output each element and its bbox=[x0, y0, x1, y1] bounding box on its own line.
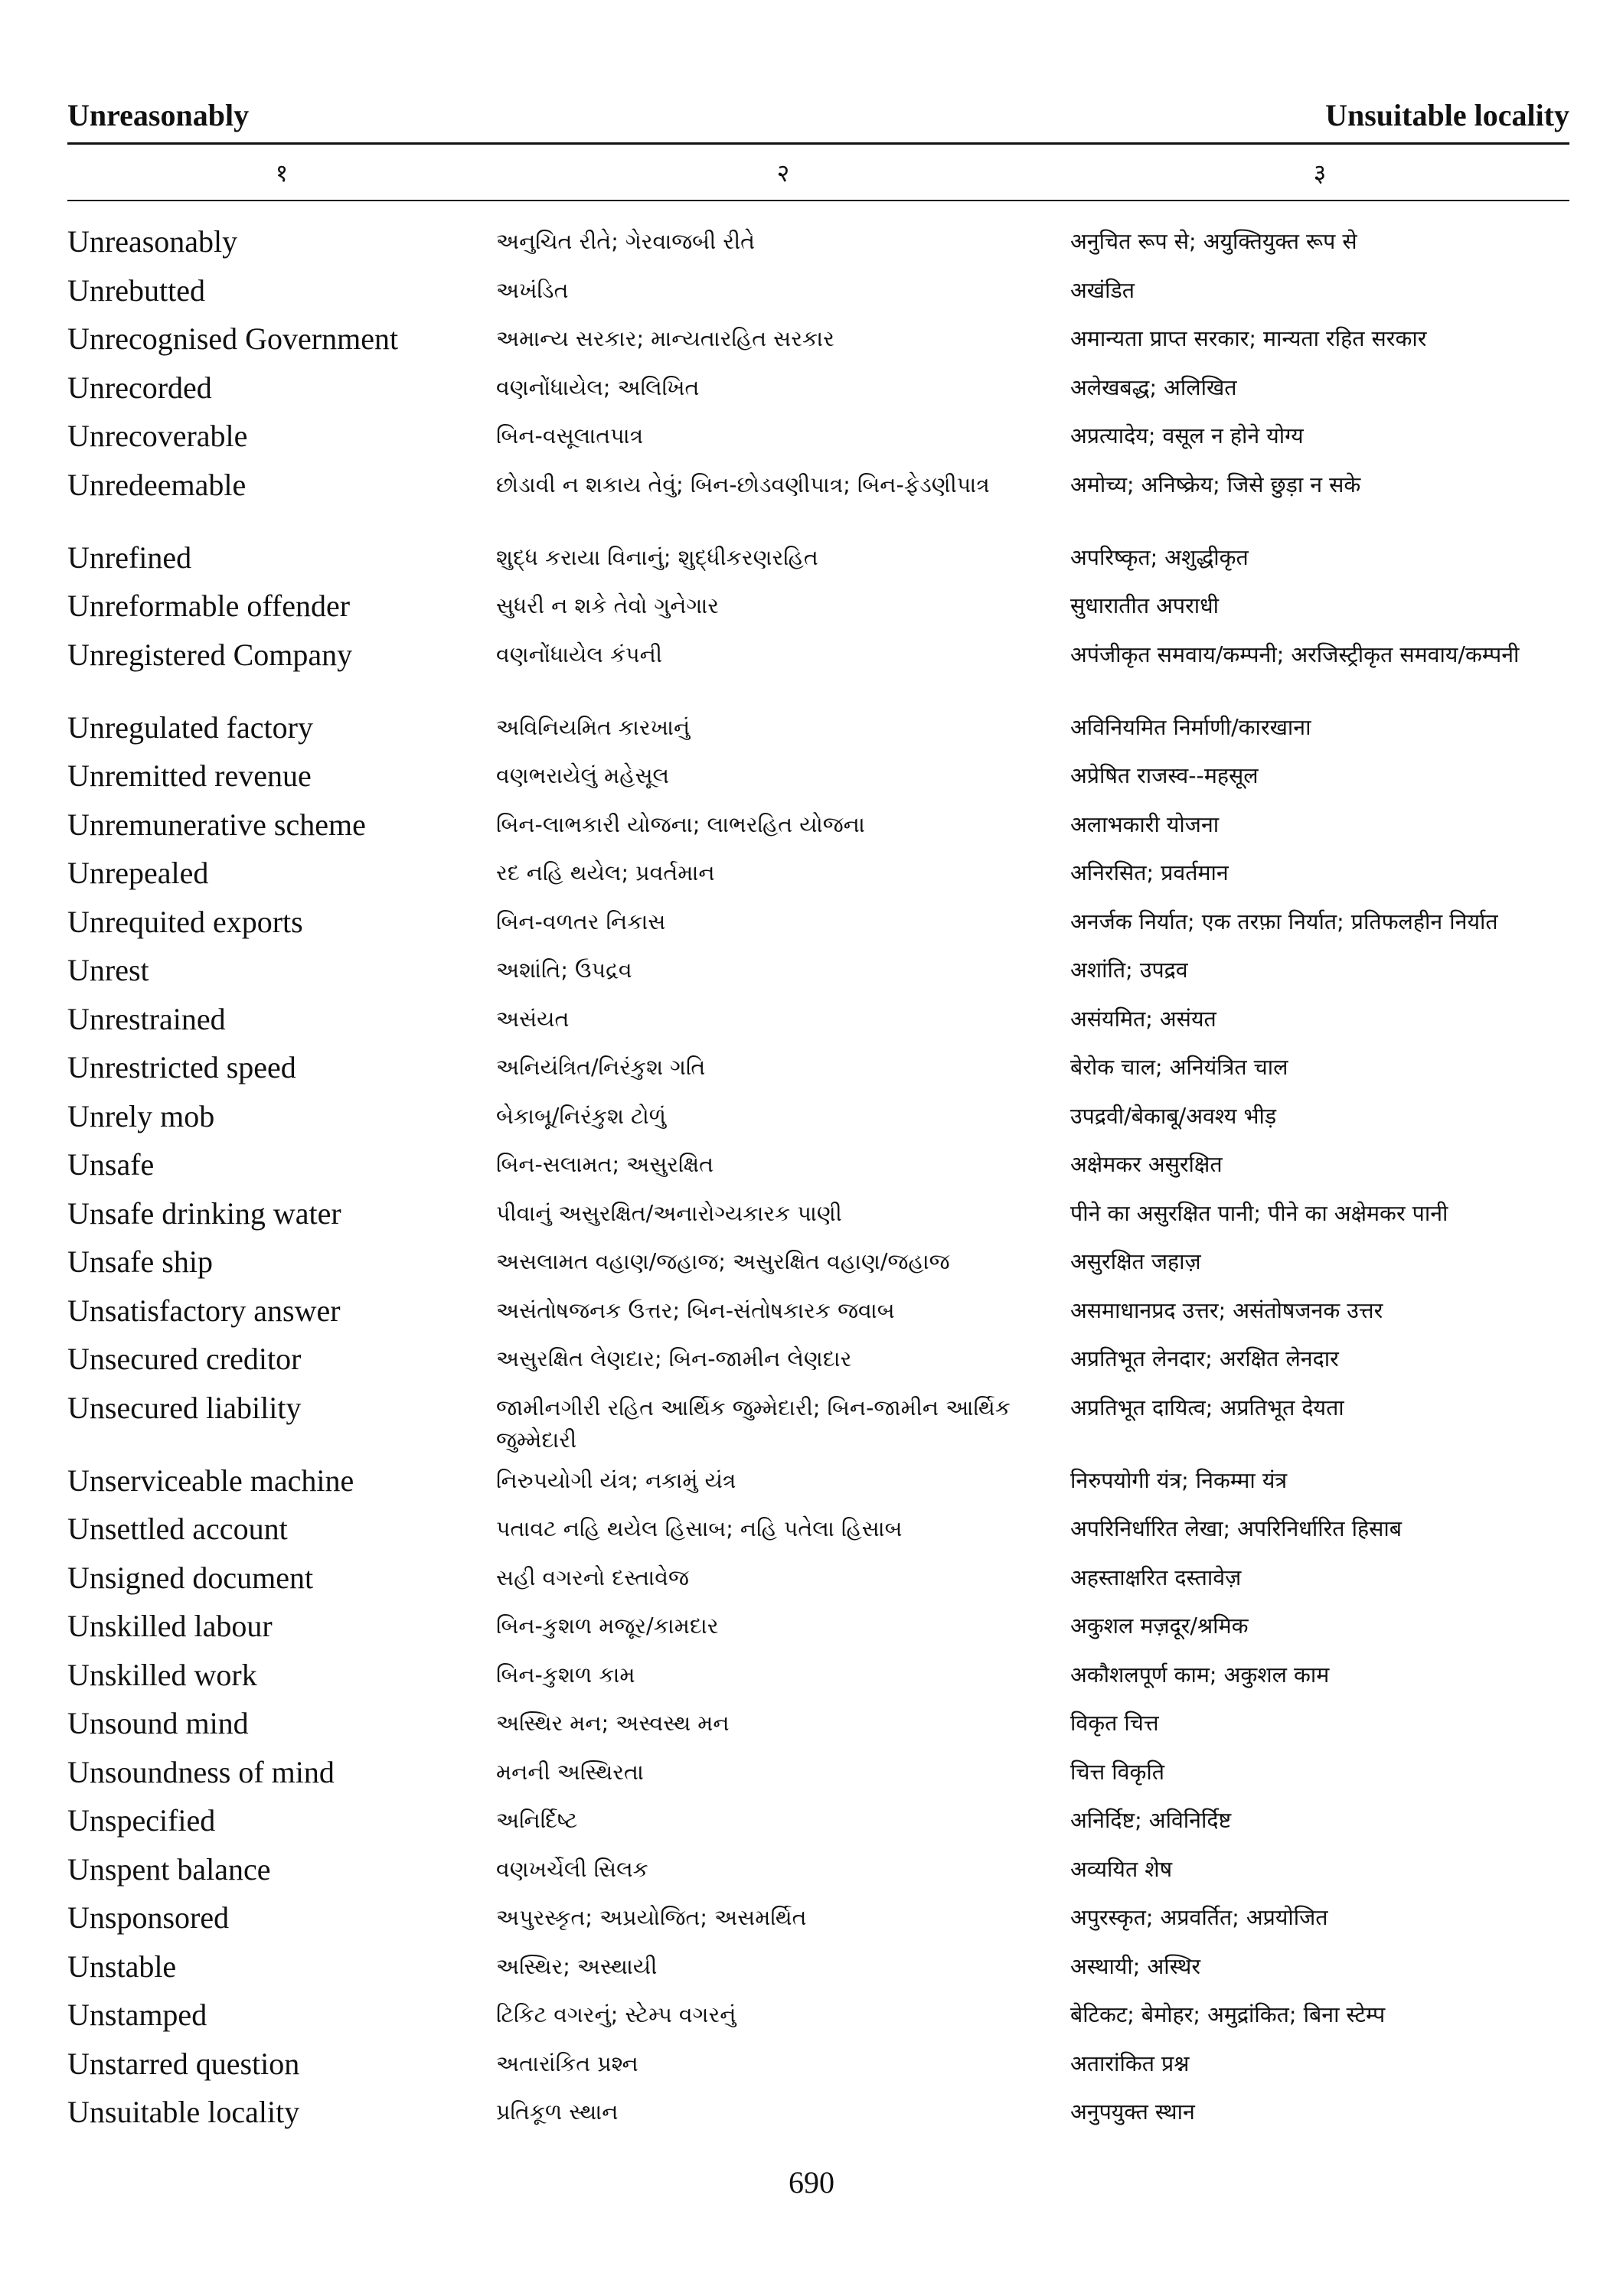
entry-row bbox=[67, 1391, 1569, 1463]
entry-hindi: अनुपयुक्त स्थान bbox=[1070, 2099, 1195, 2125]
entry-hindi: असंयमित; असंयत bbox=[1070, 1006, 1216, 1032]
entry-row bbox=[67, 370, 1569, 419]
entry-english: Unsatisfactory answer bbox=[67, 1293, 341, 1328]
entry-gujarati: અનિયંત્રિત/નિરંકુશ ગતિ bbox=[496, 1055, 706, 1080]
entry-hindi: सुधारातीत अपराधी bbox=[1070, 593, 1220, 618]
entry-english: Unstarred question bbox=[67, 2046, 300, 2081]
entry-gujarati: નિરુપયોગી યંત્ર; નકામું યંત્ર bbox=[496, 1467, 736, 1493]
entry-english: Unstable bbox=[67, 1949, 177, 1984]
entry-gujarati: છોડાવી ન શકાય તેવું; બિન-છોડવણીપાત્ર; બિન-ફેડણીપાત્ર bbox=[496, 471, 990, 497]
entry-row bbox=[67, 540, 1569, 589]
entry-gujarati: ટિકિટ વગરનું; સ્ટેમ્પ વગરનું bbox=[496, 2002, 736, 2027]
entry-gujarati: પતાવટ નહિ થયેલ હિસાબ; નહિ પતેલા હિસાબ bbox=[496, 1516, 903, 1541]
entry-hindi: अविनियमित निर्माणी/कारखाना bbox=[1070, 714, 1311, 740]
entry-gujarati: બિન-કુશળ કામ bbox=[496, 1662, 635, 1688]
running-head bbox=[67, 90, 1569, 133]
entry-english: Unrestricted speed bbox=[67, 1050, 296, 1084]
entry-hindi: अलाभकारी योजना bbox=[1070, 811, 1220, 837]
entry-gujarati: અનુચિત રીતે; ગેરવાજબી રીતે bbox=[496, 229, 756, 254]
entry-row bbox=[67, 2047, 1569, 2095]
entry-gujarati: બિન-સલામત; અસુરક્ષિત bbox=[496, 1152, 714, 1177]
entry-english: Unsafe bbox=[67, 1147, 155, 1182]
entry-row bbox=[67, 1998, 1569, 2047]
entry-row bbox=[67, 905, 1569, 954]
entry-hindi: अपंजीकृत समवाय/कम्पनी; अरजिस्ट्रीकृत समवाय/कम्पनी bbox=[1070, 641, 1520, 667]
entry-hindi: अप्रेषित राजस्व--महसूल bbox=[1070, 763, 1259, 788]
entry-gujarati: જામીનગીરી રહિત આર્થિક જુમ્મેદારી; બિન-જામીન આર્થિક જુમ્મેદારી bbox=[496, 1394, 1011, 1453]
entry-hindi: असुरक्षित जहाज़ bbox=[1070, 1249, 1201, 1274]
entry-hindi: अप्रतिभूत लेनदार; अरक्षित लेनदार bbox=[1070, 1346, 1339, 1371]
entry-english: Unspecified bbox=[67, 1803, 216, 1838]
entry-english: Unskilled work bbox=[67, 1657, 257, 1692]
entry-row bbox=[67, 468, 1569, 540]
entry-hindi: अतारांकित प्रश्न bbox=[1070, 2050, 1190, 2076]
entry-row bbox=[67, 856, 1569, 905]
entry-row bbox=[67, 1900, 1569, 1949]
entry-hindi: निरुपयोगी यंत्र; निकम्मा यंत्र bbox=[1070, 1467, 1288, 1493]
entry-row bbox=[67, 1949, 1569, 1998]
entry-english: Unreasonably bbox=[67, 224, 238, 259]
page-number: 690 bbox=[789, 2165, 834, 2200]
entry-gujarati: અનિર્દિષ્ટ bbox=[496, 1808, 578, 1833]
entry-gujarati: પ્રતિકૂળ સ્થાન bbox=[496, 2099, 619, 2125]
entry-gujarati: બિન-લાભકારી યોજના; લાભરહિત યોજના bbox=[496, 811, 865, 837]
entry-english: Unrely mob bbox=[67, 1098, 215, 1133]
entry-row bbox=[67, 1658, 1569, 1707]
entry-english: Unrecorded bbox=[67, 370, 212, 405]
entry-hindi: अकौशलपूर्ण काम; अकुशल काम bbox=[1070, 1662, 1330, 1688]
entry-english: Unrestrained bbox=[67, 1001, 226, 1036]
entry-hindi: अमान्यता प्राप्त सरकार; मान्यता रहित सरकार bbox=[1070, 326, 1427, 351]
entry-row bbox=[67, 321, 1569, 370]
entry-hindi: उपद्रवी/बेकाबू/अवश्य भीड़ bbox=[1070, 1103, 1277, 1129]
entry-english: Unregistered Company bbox=[67, 637, 353, 672]
entry-english: Unsound mind bbox=[67, 1706, 249, 1740]
column-heading-2: २ bbox=[776, 158, 790, 188]
entry-gujarati: અસ્થિર; અસ્થાયી bbox=[496, 1953, 658, 1979]
entry-hindi: अनर्जक निर्यात; एक तरफ़ा निर्यात; प्रतिफलहीन निर्यात bbox=[1070, 908, 1498, 934]
entry-hindi: अक्षेमकर असुरक्षित bbox=[1070, 1152, 1223, 1177]
entry-english: Unsecured liability bbox=[67, 1390, 302, 1425]
entry-hindi: अनुचित रूप से; अयुक्तियुक्त रूप से bbox=[1070, 229, 1357, 254]
entry-gujarati: સહી વગરનો દસ્તાવેજ bbox=[496, 1564, 689, 1590]
entry-row bbox=[67, 419, 1569, 468]
column-heading-1: १ bbox=[275, 158, 289, 188]
entry-hindi: अपरिनिर्धारित लेखा; अपरिनिर्धारित हिसाब bbox=[1070, 1516, 1403, 1541]
entry-hindi: चित्त विकृति bbox=[1070, 1759, 1164, 1785]
entry-row bbox=[67, 1463, 1569, 1512]
entry-hindi: बेटिकट; बेमोहर; अमुद्रांकित; बिना स्टेम्प bbox=[1070, 2002, 1386, 2027]
running-head-left: Unreasonably bbox=[67, 98, 250, 132]
column-heading-rule bbox=[67, 200, 1569, 201]
entry-english: Unreformable offender bbox=[67, 589, 351, 623]
entry-hindi: अनिरसित; प्रवर्तमान bbox=[1070, 860, 1229, 885]
entry-english: Unrebutted bbox=[67, 272, 205, 308]
entry-row bbox=[67, 2095, 1569, 2144]
entry-english: Unsoundness of mind bbox=[67, 1754, 335, 1789]
entry-gujarati: અમાન્ય સરકાર; માન્યતારહિત સરકાર bbox=[496, 326, 834, 351]
entry-gujarati: બિન-કુશળ મજૂર/કામદાર bbox=[496, 1613, 719, 1639]
entry-gujarati: પીવાનું અસુરક્ષિત/અનારોગ્યકારક પાણી bbox=[496, 1200, 842, 1226]
entry-english: Unskilled labour bbox=[67, 1609, 273, 1643]
entry-gujarati: રદ નહિ થયેલ; પ્રવર્તમાન bbox=[496, 860, 715, 885]
entry-gujarati: અસંતોષજનક ઉત્તર; બિન-સંતોષકારક જવાબ bbox=[496, 1297, 895, 1323]
entry-gujarati: અખંડિત bbox=[496, 277, 569, 303]
entry-gujarati: અસલામત વહાણ/જહાજ; અસુરક્ષિત વહાણ/જહાજ bbox=[496, 1249, 950, 1274]
entry-gujarati: શુદ્ધ કરાયા વિનાનું; શુદ્ધીકરણરહિત bbox=[496, 544, 818, 570]
entry-gujarati: અશાંતિ; ઉપદ્રવ bbox=[496, 957, 632, 983]
entry-english: Unrest bbox=[67, 953, 149, 987]
entry-gujarati: વણનોંધાયેલ કંપની bbox=[496, 641, 662, 667]
entry-hindi: अशांति; उपद्रव bbox=[1070, 957, 1188, 983]
entry-english: Unsigned document bbox=[67, 1560, 314, 1595]
entry-english: Unremitted revenue bbox=[67, 758, 312, 793]
entry-row bbox=[67, 1293, 1569, 1342]
entry-english: Unrepealed bbox=[67, 856, 209, 890]
entry-row bbox=[67, 1244, 1569, 1293]
entry-row bbox=[67, 1099, 1569, 1148]
entry-hindi: अस्थायी; अस्थिर bbox=[1070, 1953, 1200, 1979]
entry-gujarati: બિન-વસૂલાતપાત્ર bbox=[496, 423, 644, 448]
entry-gujarati: અતારાંકિત પ્રશ્ન bbox=[496, 2050, 638, 2076]
entry-english: Unrequited exports bbox=[67, 904, 303, 939]
entry-english: Unsafe ship bbox=[67, 1244, 213, 1279]
entry-english: Unsecured creditor bbox=[67, 1342, 302, 1376]
entry-hindi: अहस्ताक्षरित दस्तावेज़ bbox=[1070, 1564, 1242, 1590]
entry-row bbox=[67, 273, 1569, 322]
entry-row bbox=[67, 1512, 1569, 1561]
entry-english: Unsafe drinking water bbox=[67, 1195, 341, 1231]
entry-row bbox=[67, 1147, 1569, 1196]
entry-gujarati: અવિનિયમિત કારખાનું bbox=[496, 714, 691, 740]
entry-hindi: अप्रतिभूत दायित्व; अप्रतिभूत देयता bbox=[1070, 1394, 1344, 1420]
entry-row bbox=[67, 953, 1569, 1002]
column-headings bbox=[67, 145, 1569, 200]
entry-row bbox=[67, 1196, 1569, 1245]
entry-row bbox=[67, 1755, 1569, 1804]
entry-gujarati: અપુરસ્કૃત; અપ્રયોજિત; અસમર્થિત bbox=[496, 1905, 807, 1930]
entry-hindi: अलेखबद्ध; अलिखित bbox=[1070, 374, 1237, 400]
entry-hindi: असमाधानप्रद उत्तर; असंतोषजनक उत्तर bbox=[1070, 1297, 1383, 1323]
entry-hindi: अपुरस्कृत; अप्रवर्तित; अप्रयोजित bbox=[1070, 1905, 1328, 1930]
entry-row bbox=[67, 1342, 1569, 1391]
entry-gujarati: વણખર્ચેલી સિલક bbox=[496, 1856, 648, 1882]
entry-english: Unsuitable locality bbox=[67, 2095, 300, 2129]
entry-hindi: विकृत चित्त bbox=[1070, 1711, 1159, 1736]
entry-gujarati: અસુરક્ષિત લેણદાર; બિન-જામીન લેણદાર bbox=[496, 1346, 852, 1371]
entry-row bbox=[67, 1706, 1569, 1755]
entry-gujarati: વણનોંધાયેલ; અલિખિત bbox=[496, 374, 700, 400]
column-heading-3: ३ bbox=[1313, 158, 1327, 188]
entry-gujarati: મનની અસ્થિરતા bbox=[496, 1759, 644, 1785]
entry-row bbox=[67, 1002, 1569, 1051]
entry-hindi: अमोच्य; अनिष्क्रेय; जिसे छुड़ा न सके bbox=[1070, 471, 1361, 497]
entry-gujarati: બિન-વળતર નિકાસ bbox=[496, 908, 666, 934]
entry-english: Unsettled account bbox=[67, 1512, 288, 1546]
entry-hindi: अपरिष्कृत; अशुद्धीकृत bbox=[1070, 544, 1249, 570]
entry-row bbox=[67, 1852, 1569, 1901]
entry-row bbox=[67, 638, 1569, 710]
entry-english: Unspent balance bbox=[67, 1851, 271, 1887]
entry-row bbox=[67, 1050, 1569, 1099]
entry-english: Unregulated factory bbox=[67, 709, 313, 745]
entry-gujarati: બેકાબૂ/નિરંકુશ ટોળું bbox=[496, 1103, 666, 1129]
entry-row bbox=[67, 710, 1569, 759]
entry-english: Unsponsored bbox=[67, 1900, 230, 1935]
entry-hindi: बेरोक चाल; अनियंत्रित चाल bbox=[1070, 1055, 1288, 1080]
entry-hindi: पीने का असुरक्षित पानी; पीने का अक्षेमकर पानी bbox=[1070, 1200, 1448, 1226]
entry-row bbox=[67, 807, 1569, 856]
entry-row bbox=[67, 589, 1569, 638]
entry-english: Unremunerative scheme bbox=[67, 807, 366, 842]
entry-hindi: अखंडित bbox=[1070, 277, 1135, 303]
entry-english: Unserviceable machine bbox=[67, 1463, 354, 1498]
entry-english: Unredeemable bbox=[67, 467, 247, 502]
entry-row bbox=[67, 1609, 1569, 1658]
entry-hindi: अव्ययित शेष bbox=[1070, 1856, 1173, 1882]
entry-row bbox=[67, 224, 1569, 273]
dictionary-page bbox=[67, 90, 1569, 2144]
entry-gujarati: સુધરી ન શકે તેવો ગુનેગાર bbox=[496, 593, 719, 618]
entry-gujarati: વણભરાયેલું મહેસૂલ bbox=[496, 763, 670, 788]
entry-hindi: अप्रत्यादेय; वसूल न होने योग्य bbox=[1070, 423, 1304, 448]
entry-list bbox=[67, 224, 1569, 2144]
entry-hindi: अकुशल मज़दूर/श्रमिक bbox=[1070, 1613, 1249, 1639]
entry-english: Unrefined bbox=[67, 540, 192, 575]
entry-english: Unrecognised Government bbox=[67, 321, 399, 356]
entry-gujarati: અસ્થિર મન; અસ્વસ્થ મન bbox=[496, 1711, 730, 1736]
running-head-right: Unsuitable locality bbox=[1325, 98, 1569, 132]
entry-english: Unrecoverable bbox=[67, 419, 248, 453]
entry-row bbox=[67, 1803, 1569, 1852]
entry-hindi: अनिर्दिष्ट; अविनिर्दिष्ट bbox=[1070, 1808, 1232, 1833]
entry-english: Unstamped bbox=[67, 1998, 207, 2032]
entry-row bbox=[67, 758, 1569, 807]
entry-row bbox=[67, 1561, 1569, 1609]
entry-gujarati: અસંયત bbox=[496, 1006, 570, 1032]
